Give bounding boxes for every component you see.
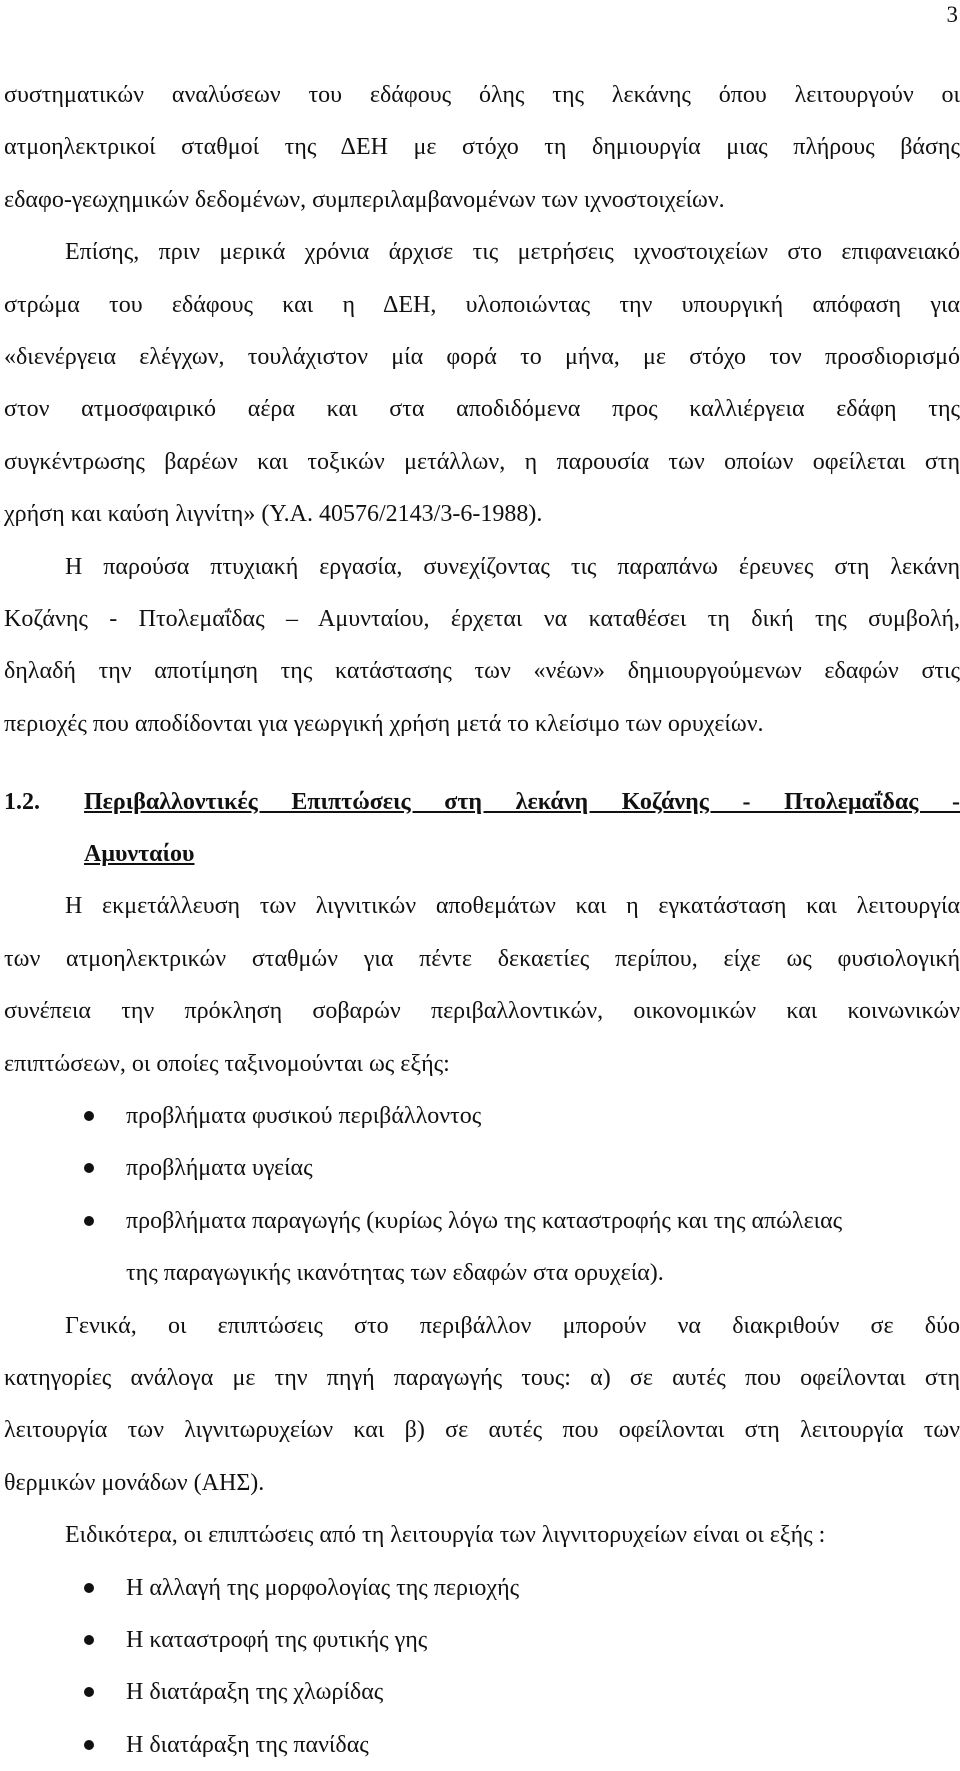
text-line: Η εκμετάλλευση των λιγνιτικών αποθεμάτων και η εγκατάσταση και λειτουργία bbox=[65, 893, 960, 920]
text-line: περιοχές που αποδίδονται για γεωργική χρήση μετά το κλείσιμο των ορυχείων. bbox=[4, 710, 764, 737]
text-line: Γενικά, οι επιπτώσεις στο περιβάλλον μπορούν να διακριθούν σε δύο bbox=[65, 1312, 960, 1339]
bullet-icon bbox=[84, 1216, 94, 1226]
section-number: 1.2. bbox=[4, 789, 40, 816]
text-line: ατμοηλεκτρικοί σταθμοί της ΔΕΗ με στόχο τη δημιουργία μιας πλήρους βάσης bbox=[4, 134, 960, 161]
text-line: λειτουργία των λιγνιτωρυχείων και β) σε αυτές που οφείλονται στη λειτουργία των bbox=[4, 1417, 960, 1444]
text-line: συγκέντρωσης βαρέων και τοξικών μετάλλων, η παρουσία των οποίων οφείλεται στη bbox=[4, 448, 960, 475]
text-line: Η παρούσα πτυχιακή εργασία, συνεχίζοντας τις παραπάνω έρευνες στη λεκάνη bbox=[65, 553, 960, 580]
list-item-text: προβλήματα παραγωγής (κυρίως λόγω της καταστροφής και της απώλειας bbox=[126, 1207, 843, 1234]
text-line: στον ατμοσφαιρικό αέρα και στα αποδιδόμενα προς καλλιέργεια εδάφη της bbox=[4, 396, 960, 423]
list-item bbox=[4, 1142, 960, 1194]
paragraph-thesis-purpose bbox=[4, 541, 960, 751]
list-item bbox=[4, 1562, 960, 1614]
section-title-line: Περιβαλλοντικές Επιπτώσεις στη λεκάνη Κοζάνης - Πτολεμαΐδας - bbox=[84, 789, 960, 816]
text-line: των ατμοηλεκτρικών σταθμών για πέντε δεκαετίες περίπου, είχε ως φυσιολογική bbox=[4, 945, 960, 972]
list-item bbox=[4, 1195, 960, 1300]
bullet-icon bbox=[84, 1583, 94, 1593]
mining-impacts-list bbox=[4, 1562, 960, 1771]
text-line: στρώμα του εδάφους και η ΔΕΗ, υλοποιώντας την υπουργική απόφαση για bbox=[4, 291, 960, 318]
list-item bbox=[4, 1090, 960, 1142]
text-line: Ειδικότερα, οι επιπτώσεις από τη λειτουργία των λιγνιτορυχείων είναι οι εξής : bbox=[65, 1522, 826, 1549]
paragraph-mining-impacts bbox=[4, 1509, 960, 1561]
text-line: θερμικών μονάδων (ΑΗΣ). bbox=[4, 1469, 265, 1496]
text-line: «διενέργεια ελέγχων, τουλάχιστον μία φορά το μήνα, με στόχο τον προσδιορισμό bbox=[4, 344, 960, 371]
text-line: επιπτώσεων, οι οποίες ταξινομούνται ως εξής: bbox=[4, 1050, 450, 1077]
bullet-icon bbox=[84, 1740, 94, 1750]
paragraph-measurements bbox=[4, 226, 960, 540]
list-item-text: προβλήματα φυσικού περιβάλλοντος bbox=[126, 1102, 482, 1129]
text-line: δηλαδή την αποτίμηση της κατάστασης των «νέων» δημιουργούμενων εδαφών στις bbox=[4, 658, 960, 685]
text-line: Επίσης, πριν μερικά χρόνια άρχισε τις μετρήσεις ιχνοστοιχείων στο επιφανειακό bbox=[65, 239, 960, 266]
list-item-text: Η διατάραξη της χλωρίδας bbox=[126, 1679, 384, 1706]
text-line: χρήση και καύση λιγνίτη» (Υ.Α. 40576/2143/3-6-1988). bbox=[4, 501, 543, 528]
list-item-text: της παραγωγικής ικανότητας των εδαφών στα ορυχεία). bbox=[126, 1260, 664, 1287]
list-item bbox=[4, 1719, 960, 1771]
paragraph-impacts-intro bbox=[4, 880, 960, 1090]
list-item-text: Η διατάραξη της πανίδας bbox=[126, 1731, 369, 1758]
impact-categories-list bbox=[4, 1090, 960, 1300]
section-title-line: Αμυνταίου bbox=[84, 841, 195, 868]
paragraph-categories bbox=[4, 1300, 960, 1510]
text-line: κατηγορίες ανάλογα με την πηγή παραγωγής τους: α) σε αυτές που οφείλονται στη bbox=[4, 1364, 960, 1391]
list-item-text: Η αλλαγή της μορφολογίας της περιοχής bbox=[126, 1574, 520, 1601]
page-number: 3 bbox=[946, 2, 958, 27]
text-line: συστηματικών αναλύσεων του εδάφους όλης της λεκάνης όπου λειτουργούν οι bbox=[4, 82, 960, 108]
bullet-icon bbox=[84, 1111, 94, 1121]
page-content bbox=[4, 69, 960, 1771]
list-item-text: Η καταστροφή της φυτικής γης bbox=[126, 1626, 428, 1653]
text-line: συνέπεια την πρόκληση σοβαρών περιβαλλοντικών, οικονομικών και κοινωνικών bbox=[4, 998, 960, 1025]
section-heading bbox=[4, 776, 960, 880]
bullet-icon bbox=[84, 1687, 94, 1697]
text-line: Κοζάνης - Πτολεμαΐδας – Αμυνταίου, έρχεται να καταθέσει τη δική της συμβολή, bbox=[4, 606, 960, 633]
paragraph-intro bbox=[4, 69, 960, 226]
bullet-icon bbox=[84, 1163, 94, 1173]
list-item-text: προβλήματα υγείας bbox=[126, 1155, 313, 1182]
list-item bbox=[4, 1614, 960, 1666]
list-item bbox=[4, 1666, 960, 1718]
text-line: εδαφο-γεωχημικών δεδομένων, συμπεριλαμβανομένων των ιχνοστοιχείων. bbox=[4, 186, 725, 213]
bullet-icon bbox=[84, 1635, 94, 1645]
